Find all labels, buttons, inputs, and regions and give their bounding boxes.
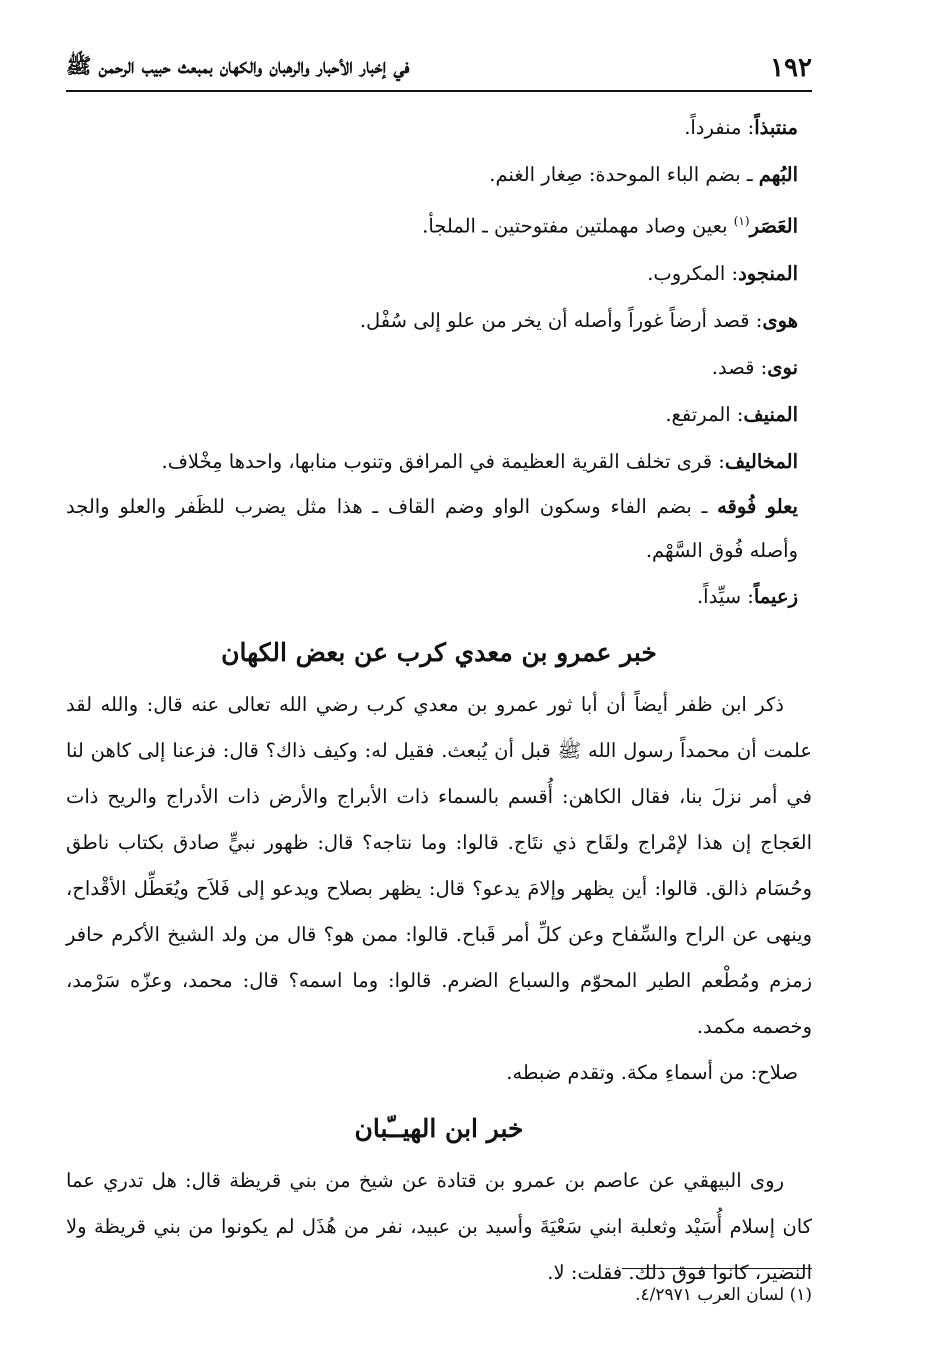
gloss-term: هوى [762,308,798,332]
gloss-term: البُهم [758,163,798,186]
gloss-term: يعلو فُوقه [717,494,798,518]
gloss-entry: المنجود: المكروب. [647,261,798,285]
gloss-definition: قصد. [711,355,755,379]
gloss-term: المنيف [743,402,798,426]
gloss-term: العَصَر [749,214,798,238]
gloss-entry: المنيف: المرتفع. [665,402,798,426]
page-body [66,104,812,1296]
gloss-entry [66,151,812,198]
gloss-entry: المخاليف: قرى تخلف القرية العظيمة في المرافق وتنوب منابها، واحدها مِخْلاف. [161,449,798,473]
gloss-entry: منتبذاً: منفرداً. [684,116,798,139]
footnote: (١) لسان العرب ٤/٢٩٧١. [635,1285,812,1305]
section-title-amr: خبر عمرو بن معدي كرب عن بعض الكهان [221,637,657,667]
running-title: في إخبار الأحبار والرهبان والكهان بمبعث حبيب الرحمن ﷺ [66,52,410,78]
gloss-entry: هوى: قصد أرضاً غوراً وأصله أن يخر من علو إلى سُفْل. [359,308,798,332]
page-header [66,46,812,92]
section-note: صلاح: من أسماءِ مكة. وتقدم ضبطه. [506,1060,798,1084]
footnote-ref[interactable]: (١) [733,214,750,228]
section-paragraph-amr: ذكر ابن ظفر أيضاً أن أبا ثور عمرو بن معدي كرب رضي الله تعالى عنه قال: والله لقد علمت أن محمداً رسول الله ﷺ قبل أن يُبعث. فقيل له: وكيف ذاك؟ قال: فزعنا إلى كاهن لنا في أمر نزلَ بنا، فقال الكاهن: أُقسم بالسماء ذات الأبراج والأرض ذات الأدراج والريح ذات العَجاج إن هذا لإمْراج ولقَاح ذي نتَاج. قالوا: وما نتاجه؟ قال: ظهور نبيٍّ صادق بكتاب ناطق وحُسَام ذالق. قالوا: أين يظهر وإلامَ يدعو؟ قال: يظهر بصلاح ويدعو إلى فَلاَح ويُعَطِّل الأقْداح، وينهى عن الراح والسِّفاح وعن كلِّ أمر قَباح. قالوا: ممن هو؟ قال من ولد الشيخ الأكرم حافر زمزم ومُطْعم الطير المحوّم والسباع الضرم. قالوا: وما اسمه؟ قال: محمد، وعزّه سَرْمد، وخصمه مكمد. [66,692,812,1038]
gloss-definition: قصد أرضاً غوراً وأصله أن يخر من علو إلى سُفْل. [359,308,750,332]
gloss-definition: المرتفع. [665,402,731,426]
section-title-ibn-alhayyaban: خبر ابن الهيــّبان [354,1113,524,1143]
gloss-definition: قرى تخلف القرية العظيمة في المرافق وتنوب منابها، واحدها مِخْلاف. [161,449,713,473]
gloss-term: منتبذاً [754,116,798,139]
gloss-entry [66,198,812,250]
page-number: ١٩٢ [770,53,812,83]
gloss-entry [66,485,812,573]
gloss-definition: بعين وصاد مهملتين مفتوحتين ـ الملجأ. [422,214,728,238]
gloss-term: نوى [767,355,798,379]
section-paragraph-ibn-alhayyaban: روى البيهقي عن عاصم بن عمرو بن قتادة عن شيخ من بني قريظة قال: هل تدري عما كان إسلام أُسَيْد وثعلبة ابني سَعْيَةَ وأسيد بن عبيد، نفر من هُذَل لم يكونوا من بني قريظة ولا النضير، كانوا فوق ذلك. فقلت: لا. [66,1168,812,1284]
gloss-definition: سيِّداً. [696,584,742,608]
gloss-definition: منفرداً. [684,116,742,139]
gloss-definition: ـ بضم الفاء وسكون الواو وضم القاف ـ هذا مثل يضرب للظَفر والعلو والجد وأصله فُوق السَّهْم. [66,494,798,562]
gloss-entry: زعيماً: سيِّداً. [696,584,798,608]
gloss-definition: المكروب. [647,261,726,285]
gloss-term: زعيماً [753,584,798,608]
gloss-definition: ـ بضم الباء الموحدة: صِغار الغنم. [489,163,753,186]
footnote-divider [622,1268,812,1269]
gloss-entry: نوى: قصد. [711,355,798,379]
gloss-term: المنجود [738,261,798,285]
gloss-term: المخاليف [724,449,798,473]
